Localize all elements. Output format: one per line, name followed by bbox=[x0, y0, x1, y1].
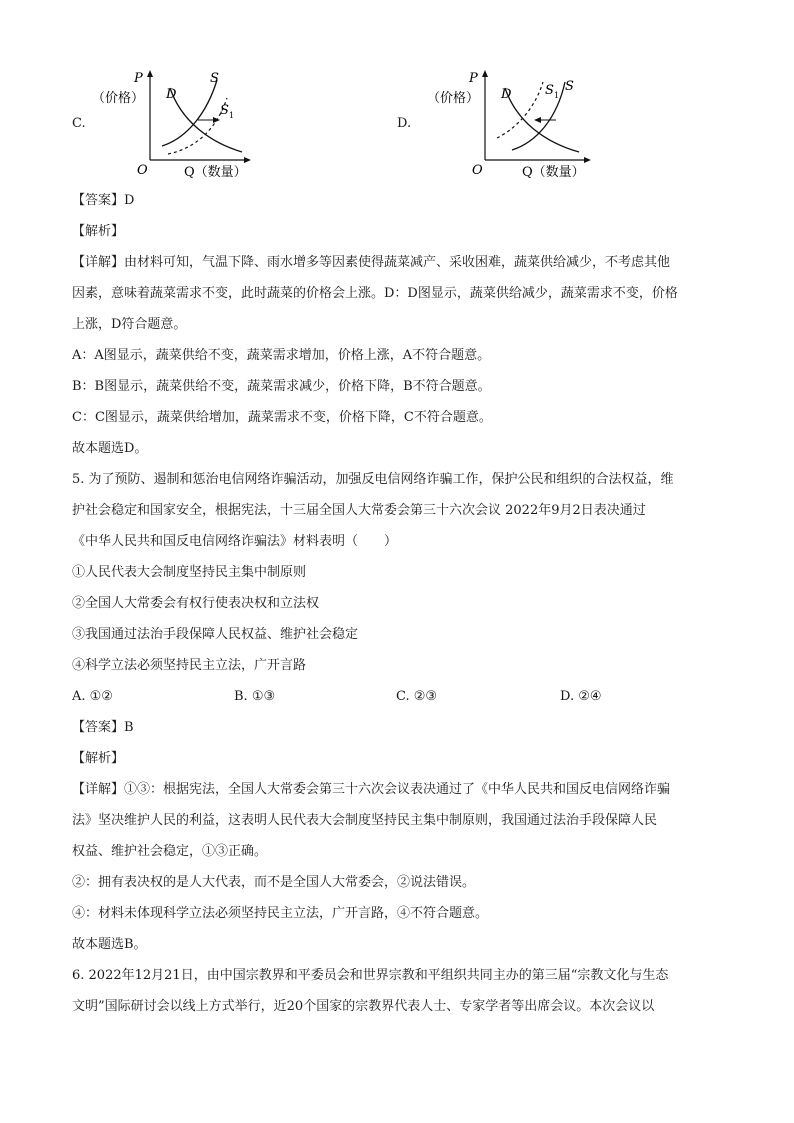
y-axis-arrow bbox=[482, 70, 488, 77]
figure-options-row bbox=[70, 68, 730, 183]
s-label: S bbox=[565, 79, 574, 94]
x-axis-arrow bbox=[244, 157, 251, 163]
q5-detail-line-3: 权益、维护社会稳定，①③正确。 bbox=[72, 844, 268, 859]
quantity-label: Q（数量） bbox=[184, 165, 247, 180]
price-label: （价格） bbox=[92, 91, 145, 106]
q5-option-c: C. ②③ bbox=[396, 689, 438, 704]
d-label: D bbox=[501, 87, 512, 102]
q5-answer: 【答案】B bbox=[72, 720, 134, 735]
question-content bbox=[72, 190, 722, 1027]
q5-statement-3: ③我国通过法治手段保障人民权益、维护社会稳定 bbox=[72, 627, 359, 642]
shift-arrow-head bbox=[213, 117, 220, 123]
q4-conclusion: 故本题选D。 bbox=[72, 441, 148, 456]
quantity-label: Q（数量） bbox=[522, 165, 585, 180]
p-label: P bbox=[469, 71, 478, 86]
d-label: D bbox=[166, 87, 177, 102]
x-axis-arrow bbox=[584, 157, 591, 163]
q5-statement-1: ①人民代表大会制度坚持民主集中制原则 bbox=[72, 565, 307, 580]
figure-d bbox=[395, 68, 645, 183]
q5-stem-line-2: 护社会稳定和国家安全，根据宪法，十三届全国人大常委会第三十六次会议 2022年9月2日表决通过 bbox=[72, 503, 646, 518]
origin-label: O bbox=[472, 163, 483, 178]
price-label: （价格） bbox=[427, 91, 480, 106]
q4-answer: 【答案】D bbox=[72, 193, 135, 208]
y-axis-arrow bbox=[147, 70, 153, 77]
supply-demand-graph-c bbox=[92, 68, 312, 183]
origin-label: O bbox=[137, 163, 148, 178]
q4-option-b-explanation: B：B图显示，蔬菜供给不变，蔬菜需求减少，价格下降，B不符合题意。 bbox=[72, 379, 491, 394]
q4-detail-line-3: 上涨，D符合题意。 bbox=[72, 317, 187, 332]
figure-c-option-label: C. bbox=[72, 116, 86, 131]
q5-option-d: D. ②④ bbox=[560, 689, 602, 704]
q5-stem-line-1: 5. 为了预防、遏制和惩治电信网络诈骗活动，加强反电信网络诈骗工作，保护公民和组织的合法权益，维 bbox=[72, 472, 674, 487]
q4-analysis-heading: 【解析】 bbox=[72, 224, 125, 239]
figure-c bbox=[70, 68, 320, 183]
s1-subscript: 1 bbox=[229, 111, 235, 120]
q5-option-b: B. ①③ bbox=[234, 689, 276, 704]
s1-label: S bbox=[545, 83, 554, 98]
figure-d-option-label: D. bbox=[397, 116, 412, 131]
q5-detail-line-5: ④：材料未体现科学立法必须坚持民主立法，广开言路，④不符合题意。 bbox=[72, 906, 489, 921]
s-label: S bbox=[210, 71, 219, 86]
q5-analysis-heading: 【解析】 bbox=[72, 751, 125, 766]
s1-label: S bbox=[220, 103, 229, 118]
q5-detail-line-4: ②：拥有表决权的是人大代表，而不是全国人大常委会，②说法错误。 bbox=[72, 875, 476, 890]
q5-statement-4: ④科学立法必须坚持民主立法，广开言路 bbox=[72, 658, 307, 673]
q5-conclusion: 故本题选B。 bbox=[72, 937, 147, 952]
q6-stem-line-1: 6. 2022年12月21日，由中国宗教界和平委员会和世界宗教和平组织共同主办的第三届“宗教文化与生态 bbox=[72, 968, 669, 983]
q5-stem-line-3: 《中华人民共和国反电信网络诈骗法》材料表明（ ） bbox=[72, 534, 398, 549]
supply-demand-graph-d bbox=[417, 68, 637, 183]
q4-option-a-explanation: A：A图显示，蔬菜供给不变，蔬菜需求增加，价格上涨，A不符合题意。 bbox=[72, 348, 491, 363]
s1-subscript: 1 bbox=[554, 91, 560, 100]
q5-option-a: A. ①② bbox=[72, 689, 113, 704]
q4-detail-line-1: 【详解】由材料可知，气温下降、雨水增多等因素使得蔬菜减产、采收困难，蔬菜供给减少，不考虑其他 bbox=[72, 255, 671, 270]
shift-arrow-head bbox=[534, 117, 541, 123]
q5-detail-line-1: 【详解】①③：根据宪法，全国人大常委会第三十六次会议表决通过了《中华人民共和国反电信网络诈骗 bbox=[72, 782, 671, 797]
supply-curve-s1 bbox=[168, 98, 227, 154]
q6-stem-line-2: 文明”国际研讨会以线上方式举行，近20个国家的宗教界代表人士、专家学者等出席会议。本次会议以 bbox=[72, 999, 655, 1014]
q5-statement-2: ②全国人大常委会有权行使表决权和立法权 bbox=[72, 596, 320, 611]
q4-detail-line-2: 因素，意味着蔬菜需求不变，此时蔬菜的价格会上涨。D：D图显示，蔬菜供给减少，蔬菜需求不变，价格 bbox=[72, 286, 678, 301]
q4-option-c-explanation: C：C图显示，蔬菜供给增加，蔬菜需求不变，价格下降，C不符合题意。 bbox=[72, 410, 492, 425]
q5-detail-line-2: 法》坚决维护人民的利益，这表明人民代表大会制度坚持民主集中制原则，我国通过法治手段保障人民 bbox=[72, 813, 658, 828]
p-label: P bbox=[134, 71, 143, 86]
q5-options bbox=[72, 686, 722, 717]
